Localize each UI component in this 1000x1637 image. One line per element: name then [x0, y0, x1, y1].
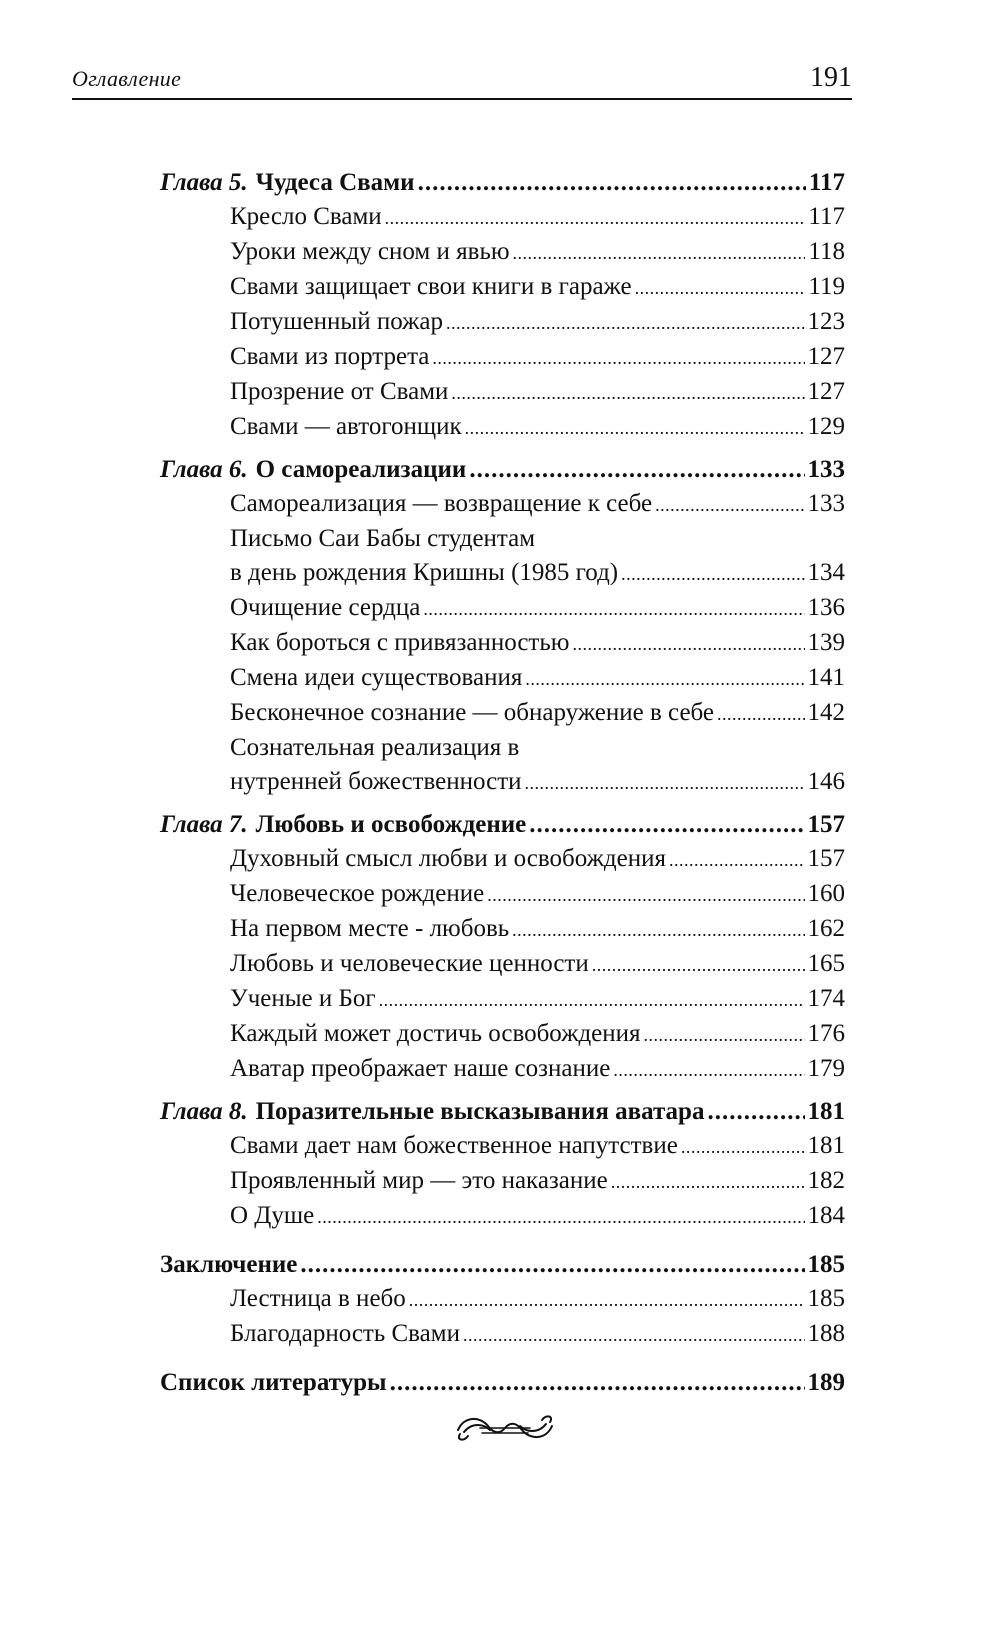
dot-leader — [469, 453, 804, 487]
toc-item-page: 118 — [808, 238, 845, 265]
toc-item[interactable] — [160, 877, 845, 912]
dot-leader — [300, 1248, 804, 1282]
toc-item[interactable] — [160, 305, 845, 340]
toc-item-page: 136 — [807, 594, 845, 621]
chapter-page: 189 — [807, 1369, 845, 1396]
toc-item[interactable] — [160, 1282, 845, 1317]
dot-leader — [525, 661, 804, 696]
toc-item[interactable] — [160, 912, 845, 947]
chapter-page: 133 — [807, 456, 845, 483]
toc-item[interactable] — [160, 1164, 845, 1199]
toc-chapter-6 — [160, 453, 845, 800]
dot-leader — [621, 556, 804, 591]
toc-item-title-line1: Сознательная реализация в — [230, 734, 520, 761]
dot-leader — [525, 765, 805, 800]
dot-leader — [423, 591, 804, 626]
toc-item-title: Свами защищает свои книги в гараже — [230, 273, 632, 300]
dot-leader — [592, 947, 805, 982]
toc-item-title: Ученые и Бог — [230, 985, 376, 1012]
dot-leader — [317, 1199, 804, 1234]
dot-leader — [446, 305, 805, 340]
toc-chapter-entry[interactable] — [160, 1095, 845, 1129]
toc-chapter-5 — [160, 166, 845, 445]
dot-leader — [463, 1317, 805, 1352]
chapter-title: О самореализации — [255, 456, 467, 483]
toc-item[interactable] — [160, 556, 845, 591]
chapter-title: Заключение — [160, 1251, 298, 1278]
chapter-page: 117 — [808, 169, 845, 196]
toc-item-title: Духовный смысл любви и освобождения — [230, 845, 666, 872]
toc-item-page: 139 — [807, 629, 845, 656]
toc-item-page: 123 — [807, 308, 845, 335]
toc-item-page: 185 — [807, 1285, 845, 1312]
toc-item-title-line1: Письмо Саи Бабы студентам — [230, 525, 536, 552]
toc-chapter-entry[interactable] — [160, 166, 845, 200]
dot-leader — [611, 1164, 805, 1199]
toc-item[interactable] — [160, 340, 845, 375]
toc-item[interactable] — [160, 1129, 845, 1164]
toc-item-page: 127 — [807, 343, 845, 370]
chapter-label: Глава 7. — [160, 811, 248, 838]
dot-leader — [655, 487, 804, 522]
toc-item-title: в день рождения Кришны (1985 год) — [230, 559, 619, 586]
dot-leader — [669, 842, 805, 877]
chapter-title: Чудеса Свами — [255, 169, 415, 196]
chapter-page: 157 — [807, 811, 845, 838]
dot-leader — [707, 1095, 804, 1129]
toc-item-title: Благодарность Свами — [230, 1320, 460, 1347]
toc-item-page: 117 — [808, 203, 845, 230]
chapter-page: 185 — [807, 1251, 845, 1278]
toc-item[interactable] — [160, 765, 845, 800]
dot-leader — [513, 235, 806, 270]
chapter-title: Список литературы — [160, 1369, 387, 1396]
toc-item-page: 133 — [807, 490, 845, 517]
toc-item-title: Бесконечное сознание — обнаружение в себе — [230, 699, 715, 726]
toc-item-title: Свами из портрета — [230, 343, 430, 370]
toc-item-page: 176 — [807, 1020, 845, 1047]
toc-item[interactable] — [160, 982, 845, 1017]
toc-item-title: Аватар преображает наше сознание — [230, 1055, 611, 1082]
toc-item[interactable] — [160, 626, 845, 661]
dot-leader — [385, 200, 806, 235]
toc-conclusion — [160, 1248, 845, 1352]
flourish-ornament-icon — [450, 1408, 560, 1448]
dot-leader — [418, 166, 806, 200]
toc-item-page: 157 — [807, 845, 845, 872]
toc-item-page: 165 — [807, 950, 845, 977]
toc-item-title: Потушенный пожар — [230, 308, 443, 335]
toc-chapter-8 — [160, 1095, 845, 1234]
toc-item-page: 160 — [807, 880, 845, 907]
toc-chapter-entry[interactable] — [160, 453, 845, 487]
toc-item-title: На первом месте - любовь — [230, 915, 510, 942]
toc-item[interactable] — [160, 947, 845, 982]
toc-item-title: Очищение сердца — [230, 594, 421, 621]
toc-item-title: Каждый может достичь освобождения — [230, 1020, 641, 1047]
running-header — [72, 58, 852, 100]
chapter-title: Любовь и освобождение — [255, 811, 527, 838]
toc-item-page: 181 — [807, 1132, 845, 1159]
toc-item[interactable] — [160, 487, 845, 522]
toc-item-page: 162 — [807, 915, 845, 942]
toc-chapter-entry[interactable] — [160, 1366, 845, 1400]
toc-item-title: Смена идеи существования — [230, 664, 523, 691]
toc-item-page: 188 — [807, 1320, 845, 1347]
toc-item-page: 179 — [807, 1055, 845, 1082]
dot-leader — [512, 912, 804, 947]
toc-item-title: Кресло Свами — [230, 203, 382, 230]
toc-item[interactable] — [160, 1017, 845, 1052]
toc-item-page: 129 — [807, 413, 845, 440]
toc-chapter-entry[interactable] — [160, 808, 845, 842]
dot-leader — [465, 410, 805, 445]
chapter-page: 181 — [807, 1098, 845, 1125]
dot-leader — [379, 982, 805, 1017]
toc-item[interactable] — [160, 375, 845, 410]
dot-leader — [432, 340, 804, 375]
chapter-label: Глава 8. — [160, 1098, 248, 1125]
toc-item-title: Уроки между сном и явью — [230, 238, 510, 265]
toc-item-title: нутренней божественности — [230, 768, 522, 795]
toc-chapter-entry[interactable] — [160, 1248, 845, 1282]
dot-leader — [644, 1017, 805, 1052]
toc-item[interactable] — [160, 661, 845, 696]
toc-item-page: 134 — [807, 559, 845, 586]
toc-item-title: Свами — автогонщик — [230, 413, 462, 440]
toc-item-title: Прозрение от Свами — [230, 378, 449, 405]
toc-item[interactable] — [160, 1052, 845, 1087]
toc-item[interactable] — [160, 696, 845, 731]
page-number: 191 — [810, 62, 852, 93]
toc-item-page: 184 — [807, 1202, 845, 1229]
toc-chapter-7 — [160, 808, 845, 1087]
toc-bibliography — [160, 1366, 845, 1400]
toc-item-title: Самореализация — возвращение к себе — [230, 490, 653, 517]
toc-item[interactable] — [160, 1199, 845, 1234]
dot-leader — [409, 1282, 805, 1317]
dot-leader — [613, 1052, 804, 1087]
toc-item-title: Проявленный мир — это наказание — [230, 1167, 608, 1194]
toc-item[interactable] — [160, 200, 845, 235]
dot-leader — [635, 270, 806, 305]
toc-item-title: Лестница в небо — [230, 1285, 406, 1312]
toc-item-page: 127 — [807, 378, 845, 405]
dot-leader — [390, 1366, 805, 1400]
toc-item-page: 119 — [808, 273, 845, 300]
toc-item-page: 146 — [807, 768, 845, 795]
toc-item[interactable] — [160, 591, 845, 626]
dot-leader — [529, 808, 804, 842]
toc-item-page: 182 — [807, 1167, 845, 1194]
toc-item-title: Любовь и человеческие ценности — [230, 950, 589, 977]
dot-leader — [451, 375, 804, 410]
dot-leader — [572, 626, 804, 661]
table-of-contents — [160, 166, 845, 1408]
toc-item-title: Свами дает нам божественное напутствие — [230, 1132, 678, 1159]
toc-item[interactable] — [160, 410, 845, 445]
dot-leader — [681, 1129, 805, 1164]
toc-item[interactable] — [160, 235, 845, 270]
chapter-label: Глава 6. — [160, 456, 248, 483]
toc-item-page: 142 — [807, 699, 845, 726]
running-header-title: Оглавление — [72, 66, 182, 91]
toc-item-title: Человеческое рождение — [230, 880, 485, 907]
toc-item-page: 141 — [807, 664, 845, 691]
dot-leader — [717, 696, 804, 731]
toc-item-page: 174 — [807, 985, 845, 1012]
chapter-title: Поразительные высказывания аватара — [255, 1098, 705, 1125]
dot-leader — [487, 877, 804, 912]
toc-item[interactable] — [160, 842, 845, 877]
toc-item-title: Как бороться с привязанностью — [230, 629, 570, 656]
toc-item[interactable] — [160, 270, 845, 305]
toc-item[interactable] — [160, 1317, 845, 1352]
toc-item-title: О Душе — [230, 1202, 315, 1229]
chapter-label: Глава 5. — [160, 169, 248, 196]
